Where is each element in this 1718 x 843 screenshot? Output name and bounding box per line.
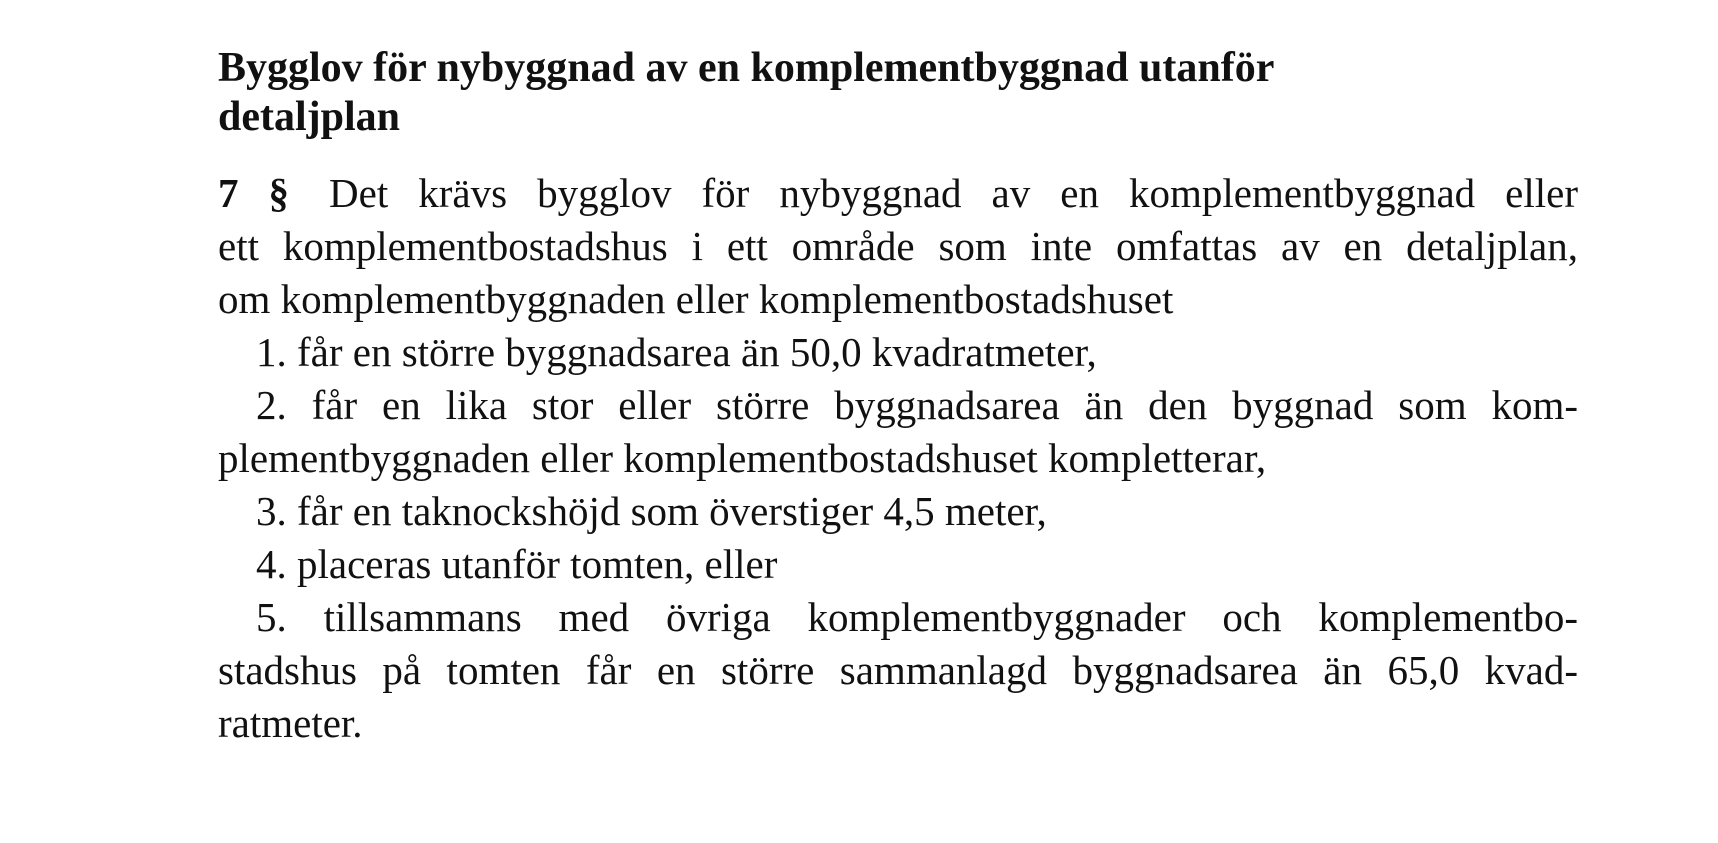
list-item-3-line-1: 3. får en taknockshöjd som överstiger 4,5 meter,: [256, 488, 1047, 534]
paragraph-text-line-1: Det krävs bygglov för nybyggnad av en komplementbyggnad eller: [329, 170, 1578, 216]
paragraph-line-2: ett komplementbostadshus i ett område som inte omfattas av en detaljplan,: [218, 223, 1578, 269]
list-item-5-line-3: ratmeter.: [218, 700, 363, 746]
list-item-2-line-2: plementbyggnaden eller komplementbostadshuset kompletterar,: [218, 435, 1267, 481]
paragraph-line-1: [218, 167, 1578, 220]
list-item-2-line-1: 2. får en lika stor eller större byggnadsarea än den byggnad som kom-: [256, 382, 1578, 428]
list-item-4-line-1: 4. placeras utanför tomten, eller: [256, 541, 778, 587]
paragraph-7: [218, 167, 1578, 750]
section-heading: Bygglov för nybyggnad av en komplementbyggnad utanför detaljplan: [218, 45, 1274, 140]
document-content: [218, 44, 1578, 750]
list-item-5-line-1: 5. tillsammans med övriga komplementbyggnader och komplementbo-: [256, 594, 1578, 640]
paragraph-line-3: om komplementbyggnaden eller komplementbostadshuset: [218, 276, 1174, 322]
section-number: 7 §: [218, 170, 290, 216]
list-item-5-line-2: stadshus på tomten får en större sammanlagd byggnadsarea än 65,0 kvad-: [218, 647, 1578, 693]
list-item-1-line-1: 1. får en större byggnadsarea än 50,0 kvadratmeter,: [256, 329, 1097, 375]
